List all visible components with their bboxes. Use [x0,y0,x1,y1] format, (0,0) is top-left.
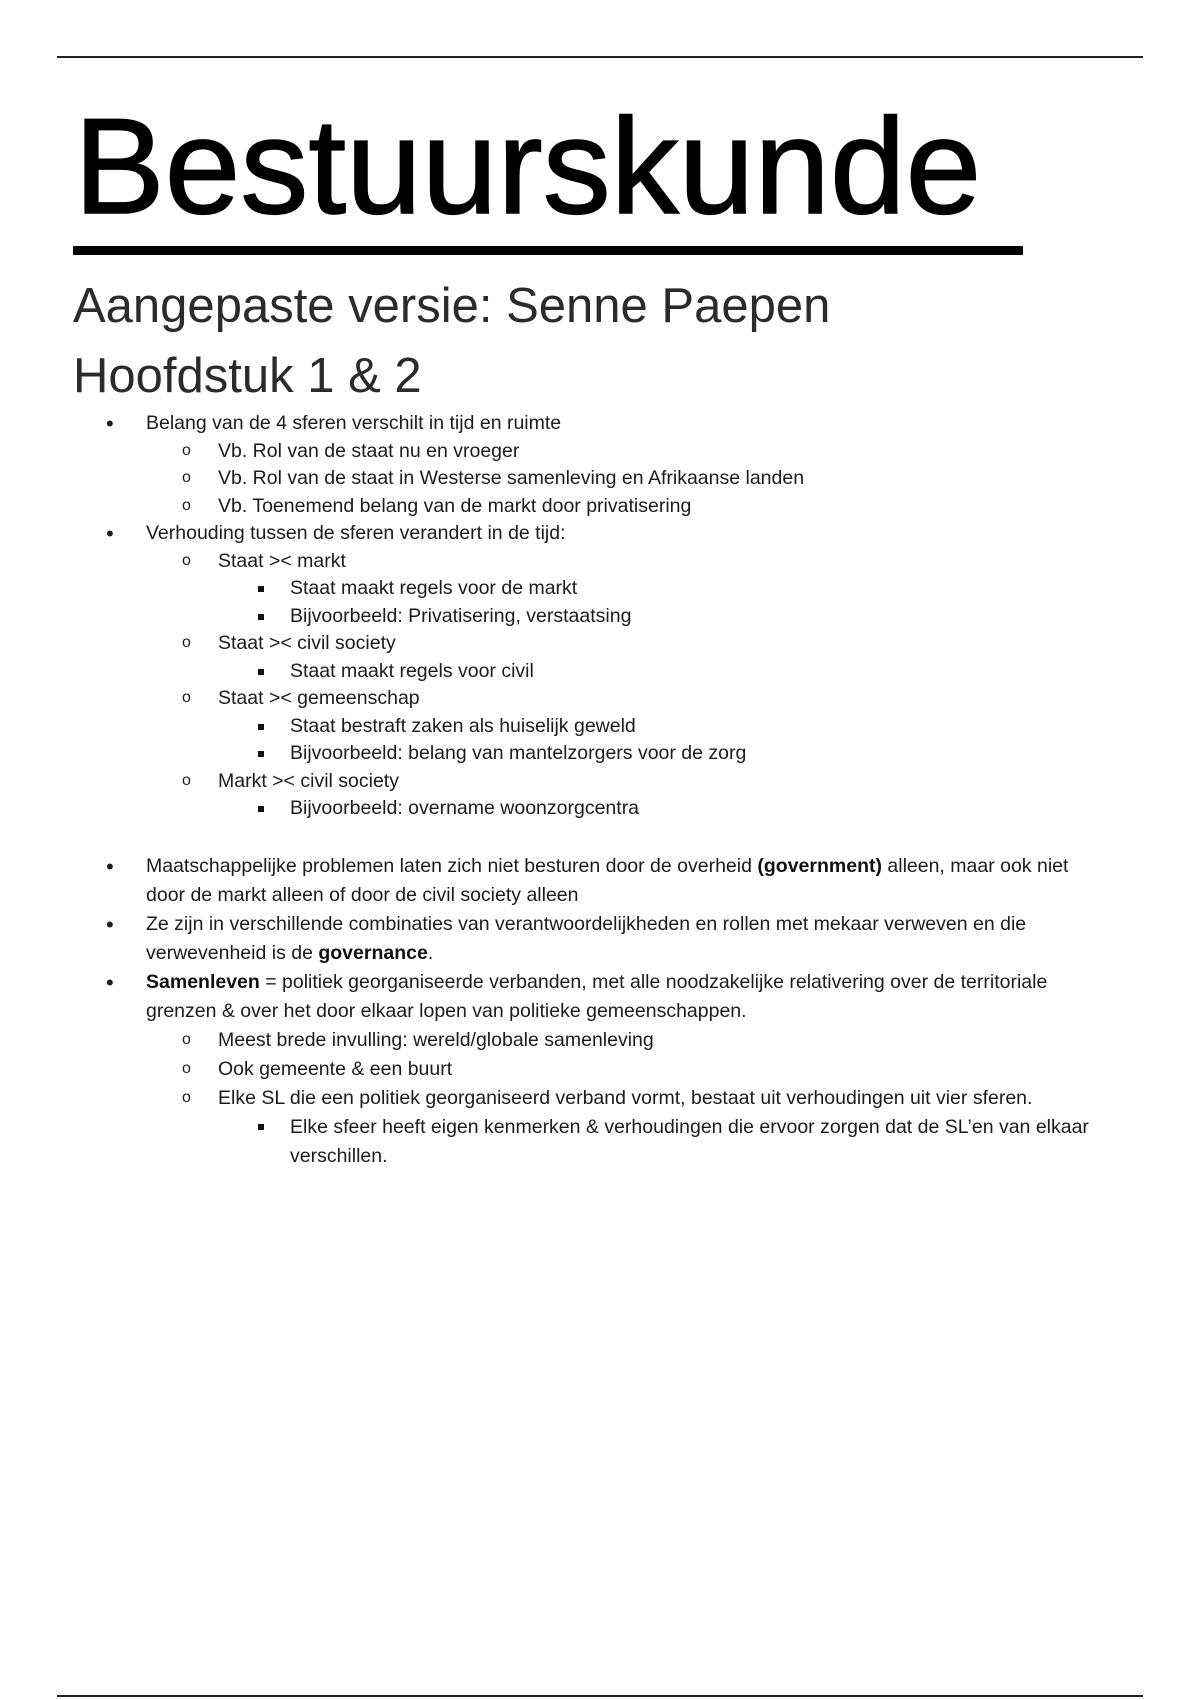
sub-item-text: Elke SL die een politiek georganiseerd verband vormt, bestaat uit verhoudingen uit vier sferen. [218,1086,1033,1109]
detail-line: verschillen. [290,1144,388,1167]
bullet-line: grenzen & over het door elkaar lopen van politieke gemeenschappen. [146,999,747,1022]
sub-item-text: Markt >< civil society [218,769,399,792]
detail-item: Staat maakt regels voor civil [0,658,1140,686]
bullet-line [146,968,1140,997]
detail-list [218,575,1140,630]
bullet-text: Belang van de 4 sferen verschilt in tijd en ruimte [146,412,562,434]
sub-item [0,768,1140,823]
text-run: = politiek georganiseerde verbanden, met alle noodzakelijke relativering over de territoriale [259,970,1048,993]
bullet-item [0,410,1200,520]
bullet-text: Verhouding tussen de sferen verandert in de tijd: [146,522,566,544]
page-bottom-rule [57,1695,1143,1697]
detail-item: Bijvoorbeeld: belang van mantelzorgers voor de zorg [0,740,1140,768]
detail-line: Elke sfeer heeft eigen kenmerken & verhoudingen die ervoor zorgen dat de SL’en van elkaar [290,1115,1089,1138]
detail-item: Staat bestraft zaken als huiselijk geweld [0,713,1140,741]
sub-list [146,438,1140,521]
term-samenleven: Samenleven [146,970,260,993]
bullet-item [0,520,1200,823]
sub-list [146,548,1140,823]
sub-item: o Vb. Rol van de staat in Westerse samenleving en Afrikaanse landen [0,465,1140,493]
sub-item: o Meest brede invulling: wereld/globale samenleving [0,1026,1140,1055]
sub-item: o Vb. Rol van de staat nu en vroeger [0,438,1140,466]
bullet-line: door de markt alleen of door de civil society alleen [146,883,579,906]
sub-item: o Vb. Toenemend belang van de markt door privatisering [0,493,1140,521]
document-title: Bestuurskunde [74,90,982,242]
detail-list [218,795,1140,823]
bullet-line: • Ze zijn in verschillende combinaties van verantwoordelijkheden en rollen met mekaar verweven en die [146,912,1027,935]
sub-item [0,685,1140,768]
bullet-item [0,852,1200,910]
document-body [0,410,1200,1171]
term-governance: governance [318,941,428,964]
detail-list [218,658,1140,686]
sub-item: o Ook gemeente & een buurt [0,1055,1140,1084]
text-run: verwevenheid is de [146,941,319,964]
bullet-line [146,939,1140,968]
bullet-list-top [0,410,1200,823]
bullet-item [0,968,1200,1171]
bullet-item [0,910,1200,968]
bullet-line [146,852,1140,881]
term-government: (government) [757,854,882,877]
document-subtitle: Aangepaste versie: Senne Paepen [73,279,831,333]
detail-item: Bijvoorbeeld: Privatisering, verstaatsing [0,603,1140,631]
detail-item: Staat maakt regels voor de markt [0,575,1140,603]
text-run: Maatschappelijke problemen laten zich niet besturen door de overheid [146,854,758,877]
sub-item-text: Staat >< gemeenschap [218,687,420,709]
sub-list [146,1026,1140,1171]
sub-item-text: Staat >< civil society [218,632,396,654]
bullet-list-bottom [0,852,1200,1171]
sub-item-text: Staat >< markt [218,549,346,572]
detail-list [218,1113,1140,1171]
detail-item [0,1113,1140,1171]
section-gap [0,823,1200,852]
chapter-heading: Hoofdstuk 1 & 2 [73,349,422,403]
detail-item: Bijvoorbeeld: overname woonzorgcentra [0,795,1140,823]
page-top-rule [57,56,1143,58]
sub-item [0,1084,1140,1171]
title-underline [73,246,1023,255]
detail-list [218,713,1140,768]
sub-item [0,630,1140,685]
text-run: alleen, maar ook niet [881,854,1069,877]
text-run: . [427,941,434,964]
sub-item [0,548,1140,631]
